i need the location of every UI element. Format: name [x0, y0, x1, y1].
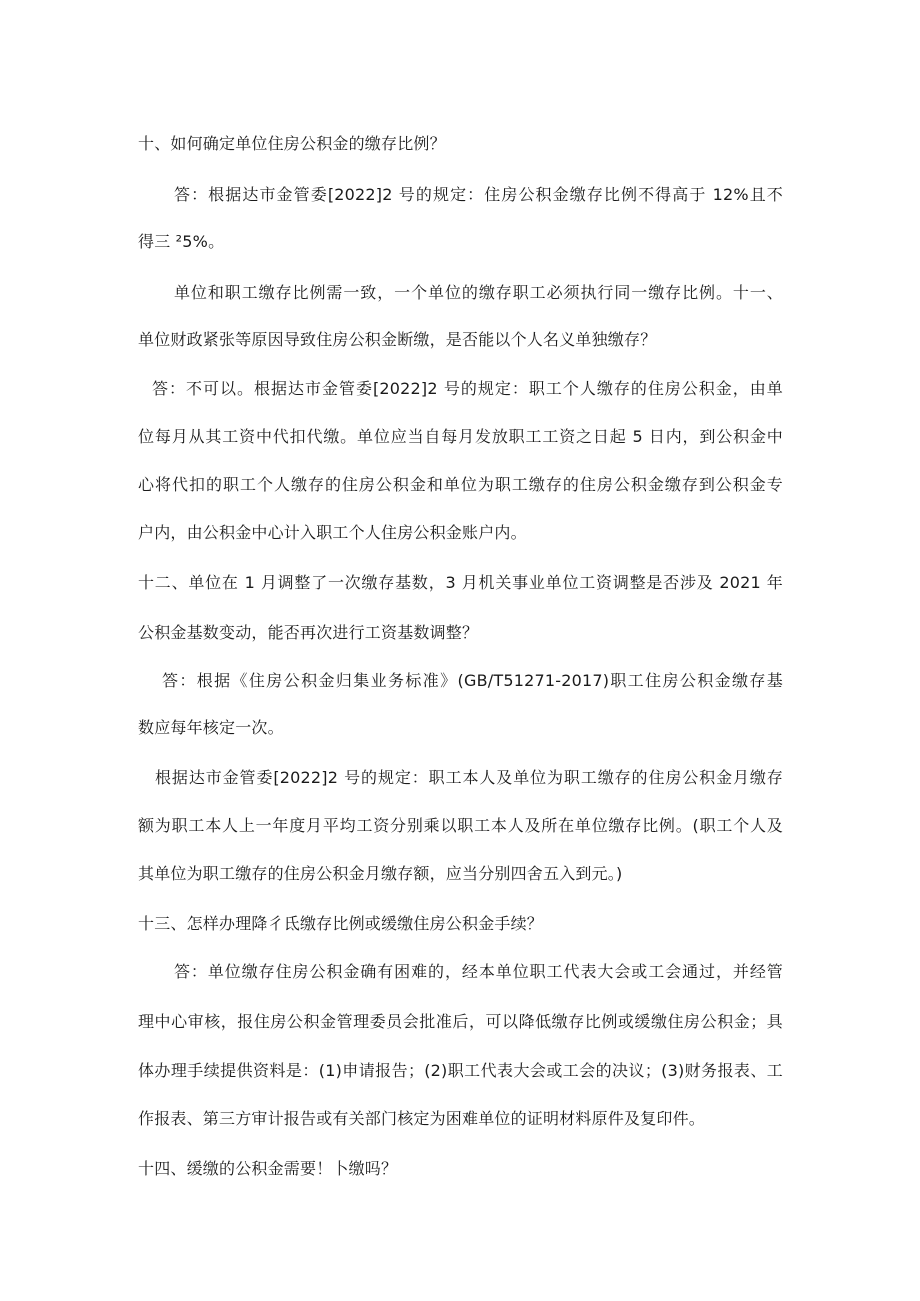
answer-10-line-2: 得三 ²5%。: [138, 232, 225, 251]
answer-13-line-1: 答：单位缴存住房公积金确有困难的，经本单位职工代表大会或工会通过，并经管: [174, 962, 783, 981]
rule-12-line-3: 其单位为职工缴存的住房公积金月缴存额，应当分别四舍五入到元。): [138, 864, 623, 883]
question-14-heading: 十四、缓缴的公积金需要！卜缴吗？: [138, 1159, 398, 1178]
answer-12-line-1: 答：根据《住房公积金归集业务标准》(GB/T51271-2017)职工住房公积金缴存基: [162, 671, 783, 690]
answer-13-line-4: 作报表、第三方审计报告或有关部门核定为困难单位的证明材料原件及复印件。: [138, 1109, 706, 1128]
answer-11-line-2: 位每月从其工资中代扣代缴。单位应当自每月发放职工工资之日起 5 日内，到公积金中: [138, 427, 783, 446]
question-10-heading: 十、如何确定单位住房公积金的缴存比例？: [138, 134, 446, 153]
rule-12-line-1: 根据达市金管委[2022]2 号的规定：职工本人及单位为职工缴存的住房公积金月缴存: [155, 768, 783, 787]
question-11-heading: 单位财政紧张等原因导致住房公积金断缴，是否能以个人名义单独缴存？: [138, 330, 657, 349]
question-13-heading: 十三、怎样办理降彳氐缴存比例或缓缴住房公积金手续？: [138, 914, 544, 933]
question-12-heading-line-1: 十二、单位在 1 月调整了一次缴存基数，3 月机关事业单位工资调整是否涉及 2021 年: [138, 573, 783, 592]
question-12-heading-line-2: 公积金基数变动，能否再次进行工资基数调整？: [138, 623, 479, 642]
answer-11-line-3: 心将代扣的职工个人缴存的住房公积金和单位为职工缴存的住房公积金缴存到公积金专: [138, 475, 783, 494]
answer-12-line-2: 数应每年核定一次。: [138, 718, 284, 737]
answer-11-line-4: 户内，由公积金中心计入职工个人住房公积金账户内。: [138, 523, 527, 542]
answer-13-line-2: 理中心审核，报住房公积金管理委员会批准后，可以降低缴存比例或缓缴住房公积金；具: [138, 1012, 783, 1031]
answer-10-line-1: 答：根据达市金管委[2022]2 号的规定：住房公积金缴存比例不得高于 12%且不: [174, 185, 783, 204]
rule-12-line-2: 额为职工本人上一年度月平均工资分别乘以职工本人及所在单位缴存比例。(职工个人及: [138, 816, 783, 835]
answer-11-line-1: 答：不可以。根据达市金管委[2022]2 号的规定：职工个人缴存的住房公积金，由单: [152, 379, 783, 398]
note-10-line-1: 单位和职工缴存比例需一致，一个单位的缴存职工必须执行同一缴存比例。十一、: [174, 283, 783, 302]
answer-13-line-3: 体办理手续提供资料是：(1)申请报告；(2)职工代表大会或工会的决议；(3)财务报表、工: [138, 1061, 783, 1080]
